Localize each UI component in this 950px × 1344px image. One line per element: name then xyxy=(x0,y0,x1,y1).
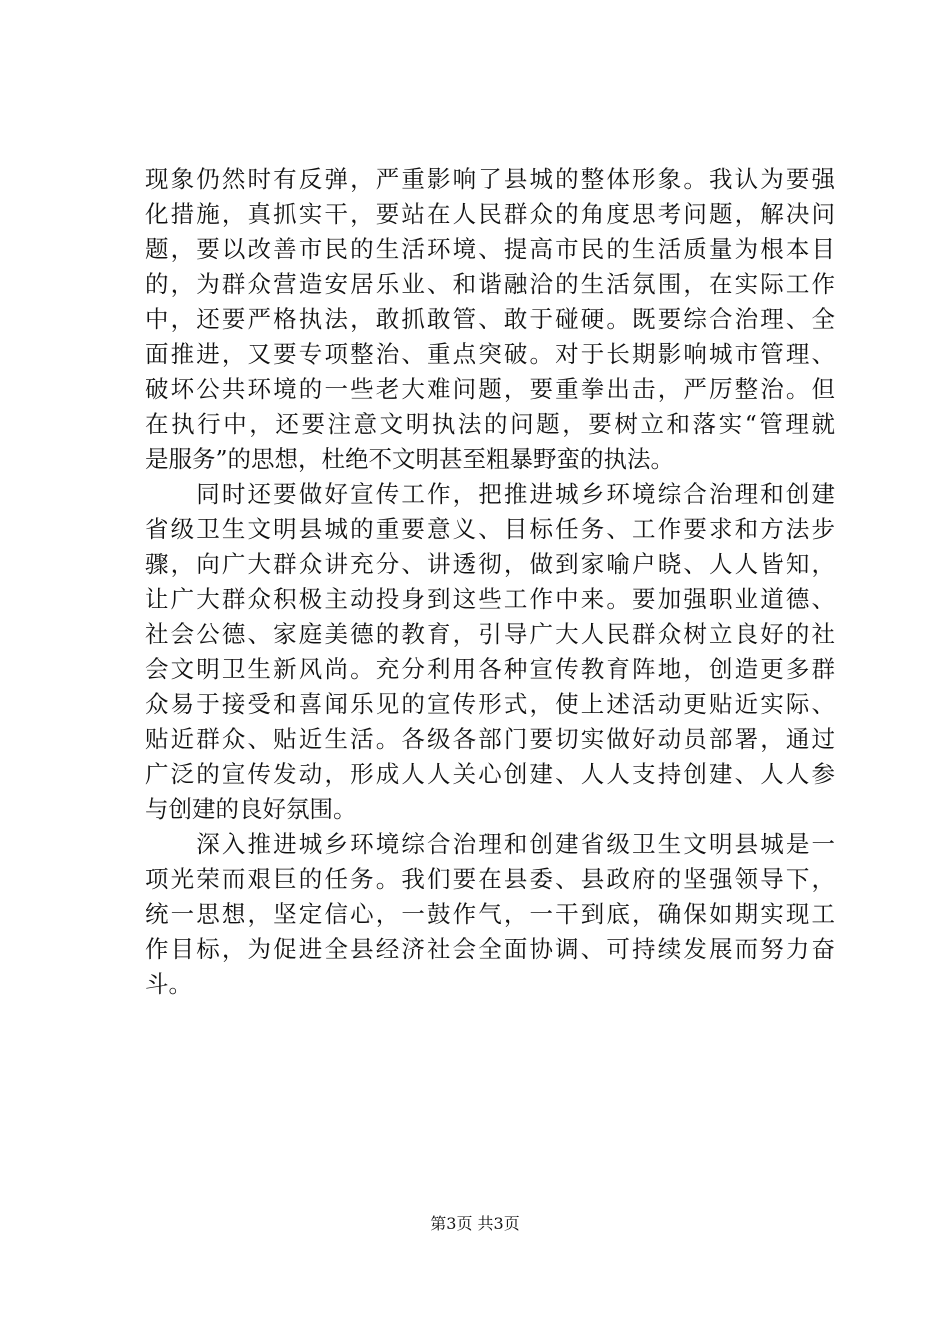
text-line: 众易于接受和喜闻乐见的宣传形式，使上述活动更贴近实际、 xyxy=(145,690,835,718)
text-line: 面推进，又要专项整治、重点突破。对于长期影响城市管理、 xyxy=(145,340,835,368)
text-line: 项光荣而艰巨的任务。我们要在县委、县政府的坚强领导下， xyxy=(145,865,835,893)
text-line: 现象仍然时有反弹，严重影响了县城的整体形象。我认为要强 xyxy=(145,165,835,193)
text-line: 中，还要严格执法，敢抓敢管、敢于碰硬。既要综合治理、全 xyxy=(145,305,835,333)
text-line: 省级卫生文明县城的重要意义、目标任务、工作要求和方法步 xyxy=(145,515,835,543)
text-line: 统一思想，坚定信心，一鼓作气，一干到底，确保如期实现工 xyxy=(145,900,835,928)
text-line: 的，为群众营造安居乐业、和谐融洽的生活氛围，在实际工作 xyxy=(145,270,835,298)
text-line: 是服务”的思想，杜绝不文明甚至粗暴野蛮的执法。 xyxy=(145,445,675,473)
text-line: 题，要以改善市民的生活环境、提高市民的生活质量为根本目 xyxy=(145,235,835,263)
text-line: 广泛的宣传发动，形成人人关心创建、人人支持创建、人人参 xyxy=(145,760,835,788)
text-line: 深入推进城乡环境综合治理和创建省级卫生文明县城是一 xyxy=(145,830,835,858)
document-body xyxy=(145,162,835,1002)
text-line: 会文明卫生新风尚。充分利用各种宣传教育阵地，创造更多群 xyxy=(145,655,835,683)
text-line: 社会公德、家庭美德的教育，引导广大人民群众树立良好的社 xyxy=(145,620,835,648)
text-line: 同时还要做好宣传工作，把推进城乡环境综合治理和创建 xyxy=(145,480,835,508)
text-line: 化措施，真抓实干，要站在人民群众的角度思考问题，解决问 xyxy=(145,200,835,228)
text-line: 在执行中，还要注意文明执法的问题，要树立和落实“管理就 xyxy=(145,410,835,438)
text-line: 与创建的良好氛围。 xyxy=(145,795,357,823)
text-line: 贴近群众、贴近生活。各级各部门要切实做好动员部署，通过 xyxy=(145,725,835,753)
text-line: 让广大群众积极主动投身到这些工作中来。要加强职业道德、 xyxy=(145,585,835,613)
text-line: 破坏公共环境的一些老大难问题，要重拳出击，严厉整治。但 xyxy=(145,375,835,403)
text-line: 作目标，为促进全县经济社会全面协调、可持续发展而努力奋 xyxy=(145,935,835,963)
page-footer: 第3页 共3页 xyxy=(430,1214,520,1233)
text-line: 斗。 xyxy=(145,970,192,998)
text-line: 骤，向广大群众讲充分、讲透彻，做到家喻户晓、人人皆知， xyxy=(145,550,835,578)
